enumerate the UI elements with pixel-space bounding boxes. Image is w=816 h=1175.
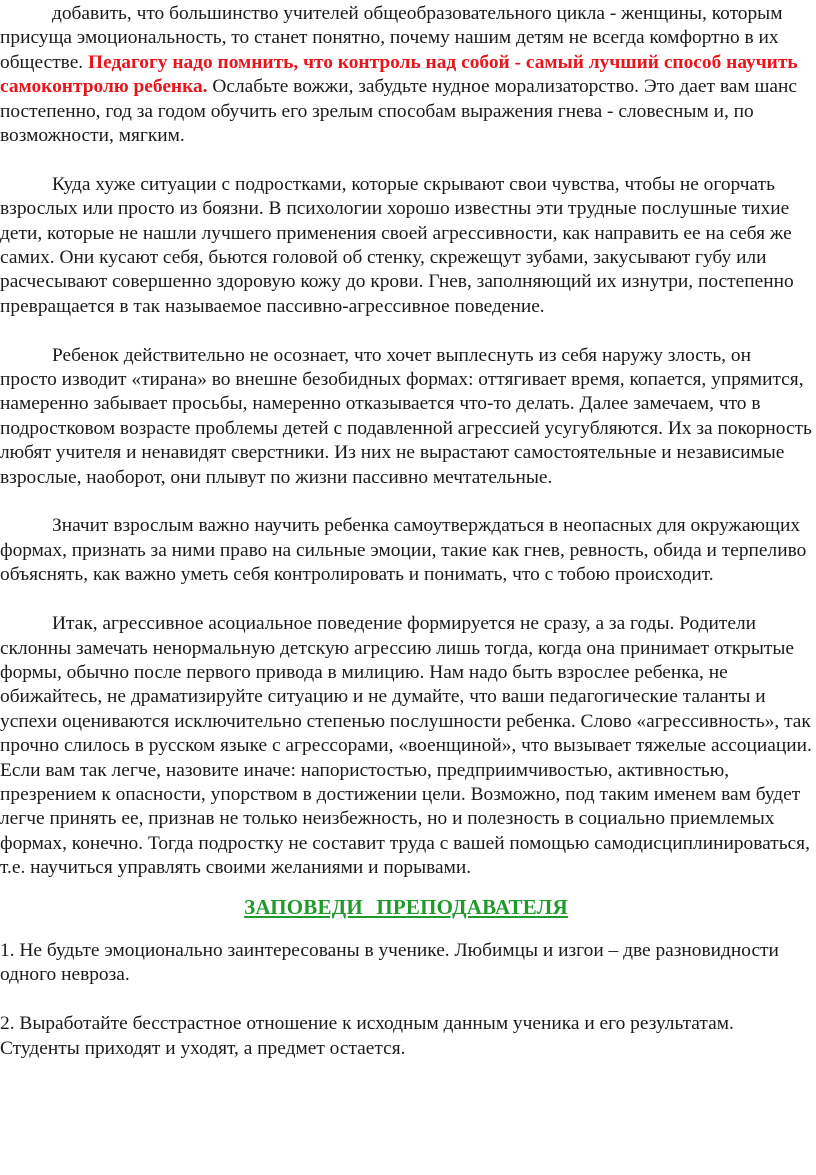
paragraph-spacer — [0, 988, 812, 1012]
paragraph-5: Итак, агрессивное асоциальное поведение формируется не сразу, а за годы. Родители склонны замечать ненормальную детскую агрессию лишь тогда, когда она принимает открытые формы, обычно после первого привода в милицию. Нам надо быть взрослее ребенка, не обижайтесь, не драматизируйте ситуацию и не думайте, что ваши педагогические таланты и успехи оцениваются исключительно степенью послушности ребенка. Слово «агрессивность», так прочно слилось в русском языке с агрессорами, «военщиной», что вызывает тяжелые ассоциации. Если вам так легче, назовите иначе: напористостью, предприимчивостью, активностью, презрением к опасности, упорством в достижении цели. Возможно, под таким именем вам будет легче принять ее, признав не только неизбежность, но и полезность в социально приемлемых формах, конечно. Тогда подростку не составит труда с вашей помощью самодисциплинироваться, т.е. научиться управлять своими желаниями и порывами. — [0, 613, 812, 879]
paragraph-spacer — [0, 319, 812, 343]
paragraph-spacer — [0, 148, 812, 172]
paragraph-spacer — [0, 490, 812, 514]
paragraph-1 — [0, 2, 812, 148]
paragraph-3: Ребенок действительно не осознает, что хочет выплеснуть из себя наружу злость, он просто изводит «тирана» во внешне безобидных формах: оттягивает время, копается, упрямится, намеренно забывает просьбы, намеренно отказывается что-то делать. Далее замечаем, что в подростковом возрасте проблемы детей с подавленной агрессией усугубляются. Их за покорность любят учителя и ненавидят сверстники. Из них не вырастают самостоятельные и независимые взрослые, наоборот, они плывут по жизни пассивно мечтательные. — [0, 344, 812, 488]
section-heading: ЗАПОВЕДИ ПРЕПОДАВАТЕЛЯ — [244, 894, 568, 919]
paragraph-4: Значит взрослым важно научить ребенка самоутверждаться в неопасных для окружающих формах, признать за ними право на сильные эмоции, такие как гнев, ревность, обида и терпеливо объяснять, как важно уметь себя контролировать и понимать, что с тобою происходит. — [0, 515, 807, 586]
paragraph-spacer — [0, 588, 812, 612]
paragraph-1-lead: добавить, что большинство учителей общеобразовательного цикла - женщины, которым присуща эмоциональность, то станет понятно, почему нашим детям не всегда комфортно в их обществе. — [0, 3, 783, 73]
list-item: 2. Выработайте бесстрастное отношение к исходным данным ученика и его результатам. Студенты приходят и уходят, а предмет остается. — [0, 1013, 734, 1059]
highlighted-statement: Педагогу надо помнить, что контроль над собой - самый лучший способ научить самоконтролю ребенка. — [0, 51, 798, 98]
list-item: 1. Не будьте эмоционально заинтересованы в ученике. Любимцы и изгои – две разновидности одного невроза. — [0, 939, 779, 986]
paragraph-2: Куда хуже ситуации с подростками, которые скрывают свои чувства, чтобы не огорчать взрослых или просто из боязни. В психологии хорошо известны эти трудные послушные тихие дети, которые не нашли лучшего применения своей агрессивности, как направить ее на себя же самих. Они кусают себя, бьются головой об стенку, скрежещут зубами, закусывают губу или расчесывают совершенно здоровую кожу до крови. Гнев, заполняющий их изнутри, постепенно превращается в так называемое пассивно-агрессивное поведение. — [0, 173, 794, 317]
paragraph-1-tail: Ослабьте вожжи, забудьте нудное морализаторство. Это дает вам шанс постепенно, год за годом обучить его зрелым способам выражения гнева - словесным и, по возможности, мягким. — [0, 76, 797, 147]
